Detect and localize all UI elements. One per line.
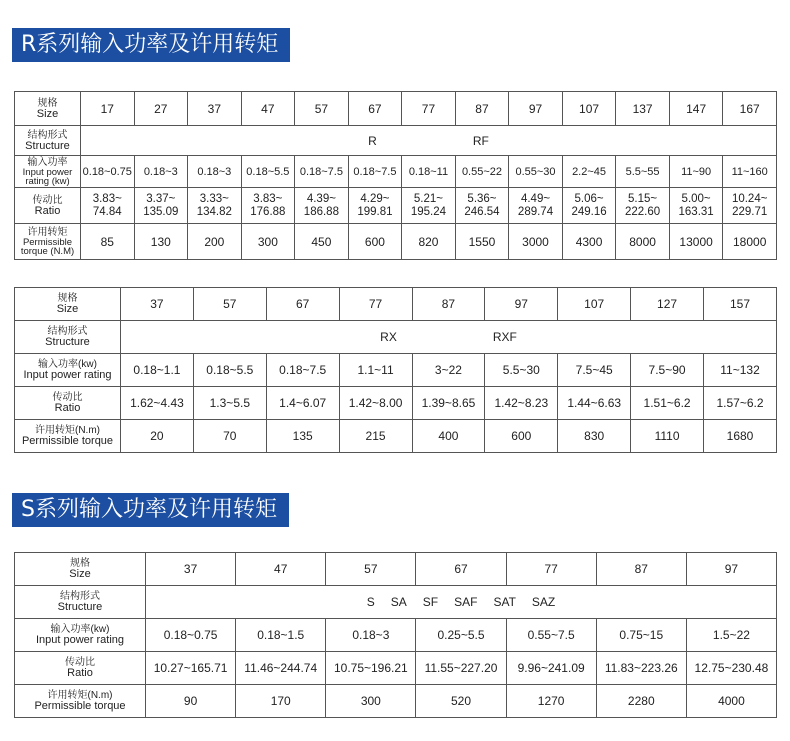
table-cell: 0.18~1.1 bbox=[121, 354, 194, 387]
table-cell: 1.42~8.23 bbox=[485, 387, 558, 420]
ratio-max: 222.60 bbox=[624, 205, 661, 218]
table-cell: 1.3~5.5 bbox=[193, 387, 266, 420]
ratio-cell bbox=[295, 188, 349, 224]
table-cell: 820 bbox=[402, 224, 456, 260]
table-cell: 7.5~45 bbox=[558, 354, 631, 387]
r-series-table bbox=[14, 91, 777, 260]
structure-row bbox=[15, 126, 777, 156]
table-cell: 1110 bbox=[631, 420, 704, 453]
ratio-min: 4.29~ bbox=[360, 192, 390, 205]
table-cell: 1.4~6.07 bbox=[266, 387, 339, 420]
table-cell: 0.18~3 bbox=[326, 619, 416, 652]
table-cell: 107 bbox=[562, 92, 616, 126]
table-cell: 170 bbox=[236, 685, 326, 718]
ratio-max: 195.24 bbox=[410, 205, 447, 218]
table-cell: 11~160 bbox=[723, 156, 777, 188]
structure-type: RF bbox=[472, 133, 489, 148]
table-cell: 47 bbox=[236, 553, 326, 586]
table-cell: 11.46~244.74 bbox=[236, 652, 326, 685]
ratio-max: 163.31 bbox=[678, 205, 714, 218]
power-row bbox=[15, 619, 777, 652]
table-cell: 0.18~0.75 bbox=[146, 619, 236, 652]
table-cell: 1.51~6.2 bbox=[631, 387, 704, 420]
structure-row bbox=[15, 321, 777, 354]
table-cell: 0.55~22 bbox=[455, 156, 509, 188]
ratio-min: 4.39~ bbox=[306, 192, 336, 205]
ratio-cell bbox=[241, 188, 295, 224]
table-cell: 87 bbox=[596, 553, 686, 586]
table-cell: 600 bbox=[348, 224, 402, 260]
size-row bbox=[15, 288, 777, 321]
table-cell: 0.18~5.5 bbox=[193, 354, 266, 387]
table-cell: 90 bbox=[146, 685, 236, 718]
table-cell: 5.5~30 bbox=[485, 354, 558, 387]
table-cell: 11~132 bbox=[704, 354, 777, 387]
structure-type: SAT bbox=[493, 595, 516, 609]
table-cell: 10.27~165.71 bbox=[146, 652, 236, 685]
table-cell: 1.1~11 bbox=[339, 354, 412, 387]
s-series-title: S系列输入功率及许用转矩 bbox=[12, 493, 289, 527]
ratio-row bbox=[15, 387, 777, 420]
table-cell: 0.18~11 bbox=[402, 156, 456, 188]
table-cell: 77 bbox=[506, 553, 596, 586]
table-cell: 2.2~45 bbox=[562, 156, 616, 188]
table-cell: 107 bbox=[558, 288, 631, 321]
ratio-max: 134.82 bbox=[196, 205, 232, 218]
table-cell: 0.18~7.5 bbox=[348, 156, 402, 188]
table-cell: 830 bbox=[558, 420, 631, 453]
ratio-max: 249.16 bbox=[571, 205, 607, 218]
structure-type: RXF bbox=[492, 330, 517, 344]
table-cell: 0.18~3 bbox=[188, 156, 242, 188]
r-series-title: R系列输入功率及许用转矩 bbox=[12, 28, 290, 62]
table-cell: 1680 bbox=[704, 420, 777, 453]
table-cell: 37 bbox=[121, 288, 194, 321]
table-cell: 67 bbox=[348, 92, 402, 126]
size-header: 规格 Size bbox=[15, 92, 81, 126]
s-series-table bbox=[14, 552, 777, 718]
table-cell: 300 bbox=[326, 685, 416, 718]
table-cell: 47 bbox=[241, 92, 295, 126]
table-cell: 37 bbox=[188, 92, 242, 126]
torque-row bbox=[15, 685, 777, 718]
ratio-min: 5.21~ bbox=[413, 192, 443, 205]
table-cell: 10.75~196.21 bbox=[326, 652, 416, 685]
ratio-max: 289.74 bbox=[517, 205, 554, 218]
ratio-min: 3.33~ bbox=[199, 192, 229, 205]
table-cell: 200 bbox=[188, 224, 242, 260]
table-cell: 67 bbox=[416, 553, 506, 586]
table-cell: 57 bbox=[295, 92, 349, 126]
table-cell: 127 bbox=[631, 288, 704, 321]
table-cell: 1.42~8.00 bbox=[339, 387, 412, 420]
ratio-cell bbox=[723, 188, 777, 224]
table-cell: 67 bbox=[266, 288, 339, 321]
structure-type: SF bbox=[422, 595, 439, 609]
structure-values bbox=[121, 321, 777, 354]
table-cell: 97 bbox=[509, 92, 563, 126]
table-cell: 9.96~241.09 bbox=[506, 652, 596, 685]
torque-header: 许用转矩(N.m) Permissible torque bbox=[15, 420, 121, 453]
ratio-max: 229.71 bbox=[732, 205, 768, 218]
ratio-cell bbox=[81, 188, 135, 224]
table-cell: 0.55~30 bbox=[509, 156, 563, 188]
structure-type: SAZ bbox=[531, 595, 556, 609]
table-cell: 5.5~55 bbox=[616, 156, 670, 188]
table-cell: 157 bbox=[704, 288, 777, 321]
structure-header: 结构形式 Structure bbox=[15, 586, 146, 619]
table-cell: 1.44~6.63 bbox=[558, 387, 631, 420]
table-cell: 4000 bbox=[686, 685, 776, 718]
structure-header: 结构形式 Structure bbox=[15, 126, 81, 156]
ratio-cell bbox=[509, 188, 563, 224]
ratio-max: 186.88 bbox=[303, 205, 339, 218]
table-cell: 300 bbox=[241, 224, 295, 260]
structure-row bbox=[15, 586, 777, 619]
table-cell: 3~22 bbox=[412, 354, 485, 387]
table-cell: 3000 bbox=[509, 224, 563, 260]
structure-type: RX bbox=[380, 330, 397, 344]
structure-type: SAF bbox=[454, 595, 478, 609]
table-cell: 77 bbox=[339, 288, 412, 321]
ratio-max: 74.84 bbox=[92, 205, 122, 218]
table-cell: 8000 bbox=[616, 224, 670, 260]
table-cell: 0.18~1.5 bbox=[236, 619, 326, 652]
table-cell: 0.18~0.75 bbox=[81, 156, 135, 188]
ratio-cell bbox=[562, 188, 616, 224]
table-cell: 1.39~8.65 bbox=[412, 387, 485, 420]
table-cell: 0.55~7.5 bbox=[506, 619, 596, 652]
ratio-header: 传动比 Ratio bbox=[15, 387, 121, 420]
table-cell: 0.18~7.5 bbox=[295, 156, 349, 188]
ratio-max: 246.54 bbox=[464, 205, 500, 218]
table-cell: 0.75~15 bbox=[596, 619, 686, 652]
table-cell: 85 bbox=[81, 224, 135, 260]
ratio-max: 135.09 bbox=[143, 205, 179, 218]
ratio-cell bbox=[134, 188, 188, 224]
table-cell: 12.75~230.48 bbox=[686, 652, 776, 685]
structure-header: 结构形式 Structure bbox=[15, 321, 121, 354]
ratio-cell bbox=[669, 188, 723, 224]
structure-values bbox=[146, 586, 777, 619]
table-cell: 0.18~5.5 bbox=[241, 156, 295, 188]
table-cell: 130 bbox=[134, 224, 188, 260]
table-cell: 450 bbox=[295, 224, 349, 260]
ratio-max: 199.81 bbox=[357, 205, 393, 218]
ratio-header: 传动比 Ratio bbox=[15, 652, 146, 685]
structure-type: SA bbox=[390, 595, 407, 609]
torque-row bbox=[15, 420, 777, 453]
size-row bbox=[15, 553, 777, 586]
ratio-min: 3.37~ bbox=[146, 192, 176, 205]
table-cell: 4300 bbox=[562, 224, 616, 260]
table-cell: 97 bbox=[686, 553, 776, 586]
rx-series-table bbox=[14, 287, 777, 453]
table-cell: 27 bbox=[134, 92, 188, 126]
power-header: 输入功率(kw) Input power rating bbox=[15, 619, 146, 652]
ratio-cell bbox=[455, 188, 509, 224]
ratio-cell bbox=[348, 188, 402, 224]
table-cell: 600 bbox=[485, 420, 558, 453]
table-cell: 520 bbox=[416, 685, 506, 718]
ratio-min: 10.24~ bbox=[731, 192, 768, 205]
table-cell: 87 bbox=[412, 288, 485, 321]
ratio-min: 3.83~ bbox=[92, 192, 122, 205]
torque-row bbox=[15, 224, 777, 260]
ratio-cell bbox=[402, 188, 456, 224]
table-cell: 97 bbox=[485, 288, 558, 321]
table-cell: 11~90 bbox=[669, 156, 723, 188]
table-cell: 1.62~4.43 bbox=[121, 387, 194, 420]
ratio-min: 5.06~ bbox=[574, 192, 604, 205]
ratio-cell bbox=[188, 188, 242, 224]
table-cell: 2280 bbox=[596, 685, 686, 718]
structure-type: R bbox=[368, 133, 377, 148]
power-row bbox=[15, 354, 777, 387]
table-cell: 1.5~22 bbox=[686, 619, 776, 652]
ratio-cell bbox=[616, 188, 670, 224]
ratio-min: 3.83~ bbox=[253, 192, 283, 205]
power-row bbox=[15, 156, 777, 188]
table-cell: 17 bbox=[81, 92, 135, 126]
table-cell: 1550 bbox=[455, 224, 509, 260]
table-cell: 70 bbox=[193, 420, 266, 453]
ratio-min: 4.49~ bbox=[520, 192, 551, 205]
table-cell: 57 bbox=[193, 288, 266, 321]
table-cell: 77 bbox=[402, 92, 456, 126]
size-header: 规格 Size bbox=[15, 288, 121, 321]
table-cell: 7.5~90 bbox=[631, 354, 704, 387]
table-cell: 11.83~223.26 bbox=[596, 652, 686, 685]
size-row bbox=[15, 92, 777, 126]
table-cell: 87 bbox=[455, 92, 509, 126]
ratio-min: 5.15~ bbox=[628, 192, 658, 205]
table-cell: 18000 bbox=[723, 224, 777, 260]
ratio-min: 5.00~ bbox=[681, 192, 711, 205]
table-cell: 13000 bbox=[669, 224, 723, 260]
table-cell: 20 bbox=[121, 420, 194, 453]
table-cell: 137 bbox=[616, 92, 670, 126]
ratio-max: 176.88 bbox=[250, 205, 286, 218]
power-header: 输入功率(kw) Input power rating bbox=[15, 354, 121, 387]
table-cell: 147 bbox=[669, 92, 723, 126]
ratio-row bbox=[15, 652, 777, 685]
size-header: 规格 Size bbox=[15, 553, 146, 586]
table-cell: 11.55~227.20 bbox=[416, 652, 506, 685]
ratio-row bbox=[15, 188, 777, 224]
torque-header: 许用转矩 Permissible torque (N.M) bbox=[15, 224, 81, 260]
table-cell: 0.18~3 bbox=[134, 156, 188, 188]
structure-values bbox=[81, 126, 777, 156]
table-cell: 0.18~7.5 bbox=[266, 354, 339, 387]
torque-header: 许用转矩(N.m) Permissible torque bbox=[15, 685, 146, 718]
table-cell: 1270 bbox=[506, 685, 596, 718]
table-cell: 215 bbox=[339, 420, 412, 453]
power-header: 输入功率 Input power rating (kw) bbox=[15, 156, 81, 188]
table-cell: 135 bbox=[266, 420, 339, 453]
table-cell: 0.25~5.5 bbox=[416, 619, 506, 652]
ratio-min: 5.36~ bbox=[467, 192, 497, 205]
table-cell: 1.57~6.2 bbox=[704, 387, 777, 420]
structure-type: S bbox=[366, 595, 375, 609]
table-cell: 400 bbox=[412, 420, 485, 453]
ratio-header: 传动比 Ratio bbox=[15, 188, 81, 224]
table-cell: 57 bbox=[326, 553, 416, 586]
table-cell: 37 bbox=[146, 553, 236, 586]
table-cell: 167 bbox=[723, 92, 777, 126]
